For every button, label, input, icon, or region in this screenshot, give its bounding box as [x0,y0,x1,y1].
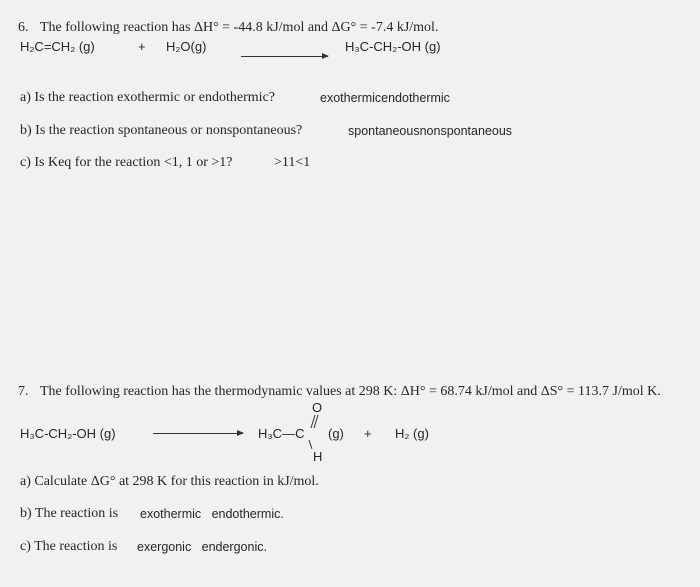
q6-plus-sign: + [138,39,146,54]
q6b-option-spontaneous[interactable]: spontaneous [348,124,420,138]
q6b-options [348,124,512,138]
q7b-question: b) The reaction is [20,506,119,521]
q6c-option-less-than-1[interactable]: <1 [295,155,311,170]
q6a-option-exothermic[interactable]: exothermic [320,91,382,105]
q7c-option-exergonic[interactable]: exergonic [137,540,192,554]
q7b-option-endothermic[interactable]: endothermic [211,507,281,521]
q6-stem: The following reaction has ΔH° = -44.8 kJ/mol and ΔG° = -7.4 kJ/mol. [40,20,439,35]
q6a-option-endothermic[interactable]: endothermic [381,91,450,105]
q7-plus-sign: + [364,426,372,441]
q6-reactant-water: H₂O(g) [166,39,207,54]
q7-stem: The following reaction has the thermodynamic values at 298 K: ΔH° = 68.74 kJ/mol and ΔS° = 113.7 J/mol K. [40,384,661,399]
q7b-option-exothermic[interactable]: exothermic [140,507,202,521]
q7-reaction-arrow [153,433,243,434]
q7-product-hydrogen: H₂ (g) [395,426,429,441]
q7-number: 7. [18,384,29,399]
q6b-question: b) Is the reaction spontaneous or nonspontaneous? [20,123,303,138]
q7-product-state: (g) [328,426,344,441]
q6c-option-greater-than-1[interactable]: >1 [274,155,289,170]
q7c-option-endergonic[interactable]: endergonic [201,540,264,554]
q6-number: 6. [18,20,29,35]
q6-reactant-ethene: H₂C=CH₂ (g) [20,39,95,54]
q6-product-ethanol: H₃C-CH₂-OH (g) [345,39,441,54]
q7-hydrogen-atom: H [313,449,323,464]
q7c-options [137,540,267,554]
q7b-period: . [280,507,284,521]
q6a-options [320,91,450,105]
q7b-options [140,507,284,521]
q6a-question: a) Is the reaction exothermic or endothermic? [20,90,275,105]
q7c-question: c) The reaction is [20,539,118,554]
q7-reactant-ethanol: H₃C-CH₂-OH (g) [20,426,116,441]
q6-reaction-arrow [241,56,328,57]
q7-acetaldehyde-backbone: H₃C—C [258,426,305,441]
q7a-question: a) Calculate ΔG° at 298 K for this reaction in kJ/mol. [20,474,319,489]
q6c-options [274,155,310,171]
double-bond-icon [305,413,321,429]
q6c-option-equal-1[interactable]: 1 [288,155,296,170]
q6c-question: c) Is Keq for the reaction <1, 1 or >1? [20,155,233,170]
q6b-option-nonspontaneous[interactable]: nonspontaneous [419,124,513,138]
q7-oxygen-atom: O [312,400,323,415]
q7c-period: . [263,540,267,554]
